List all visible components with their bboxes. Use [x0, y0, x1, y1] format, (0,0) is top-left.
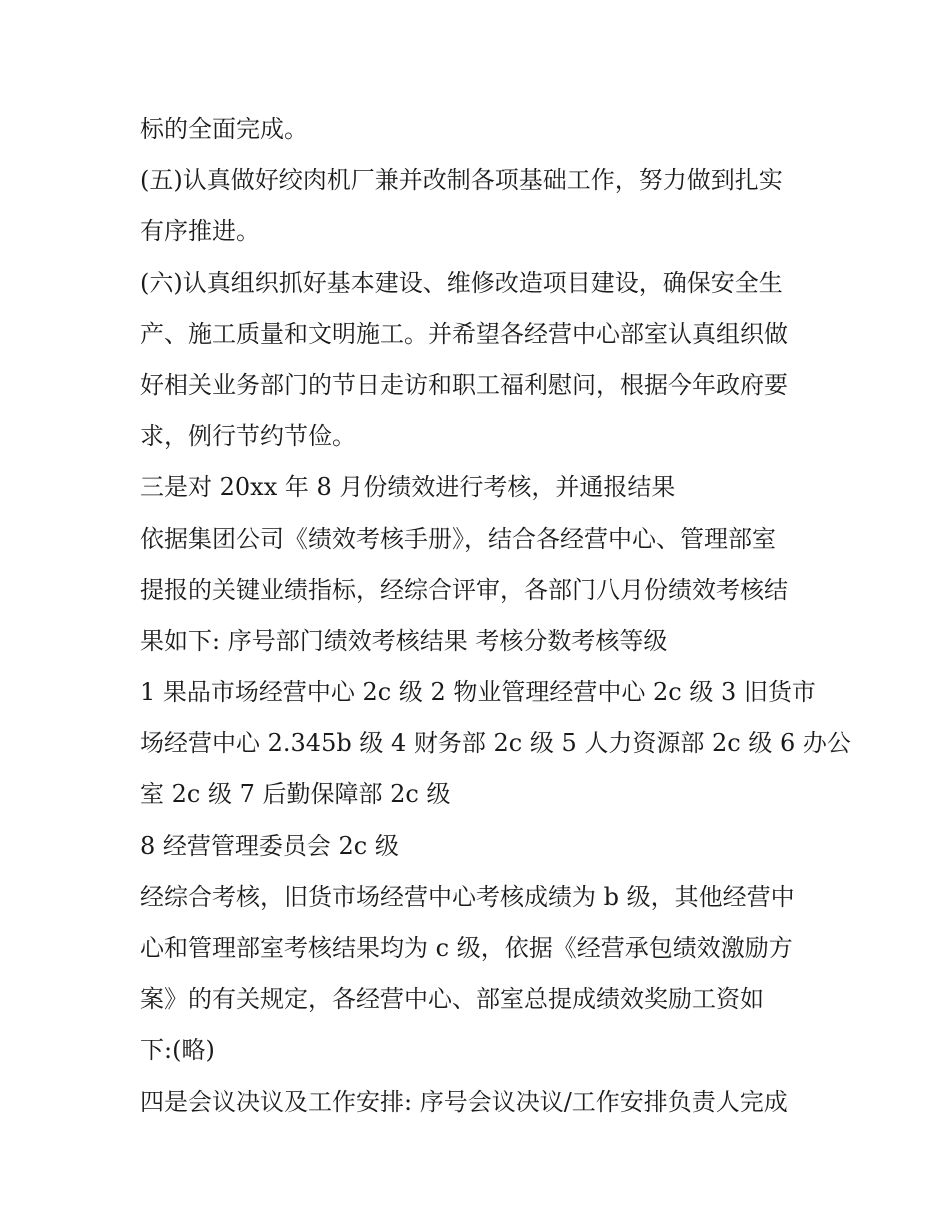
text-line: 室 2c 级 7 后勤保障部 2c 级 — [140, 780, 451, 809]
text-line: 案》的有关规定，各经营中心、部室总提成绩效奖励工资如 — [140, 985, 764, 1014]
text-line: 场经营中心 2.345b 级 4 财务部 2c 级 5 人力资源部 2c 级 6 办公 — [140, 729, 851, 758]
text-line: (五)认真做好绞肉机厂兼并改制各项基础工作，努力做到扎实 — [140, 166, 783, 195]
text-line: 求，例行节约节俭。 — [140, 422, 356, 451]
section-heading: 四是会议决议及工作安排: 序号会议决议/工作安排负责人完成 — [140, 1087, 788, 1116]
text-line: 果如下: 序号部门绩效考核结果 考核分数考核等级 — [140, 626, 668, 655]
section-heading: 三是对 20xx 年 8 月份绩效进行考核，并通报结果 — [140, 473, 676, 502]
text-line: 经综合考核，旧货市场经营中心考核成绩为 b 级，其他经营中 — [140, 882, 795, 911]
text-line: 8 经营管理委员会 2c 级 — [140, 831, 399, 860]
text-line: 提报的关键业绩指标，经综合评审，各部门八月份绩效考核结 — [140, 575, 788, 604]
text-line: 好相关业务部门的节日走访和职工福利慰问，根据今年政府要 — [140, 370, 788, 399]
text-line: 产、施工质量和文明施工。并希望各经营中心部室认真组织做 — [140, 319, 788, 348]
document-body — [140, 104, 851, 1128]
text-line: 心和管理部室考核结果均为 c 级，依据《经营承包绩效激励方 — [140, 934, 793, 962]
text-line: (六)认真组织抓好基本建设、维修改造项目建设，确保安全生 — [140, 268, 783, 297]
text-line: 标的全面完成。 — [140, 115, 308, 143]
text-line: 下:(略) — [140, 1036, 215, 1065]
text-line: 1 果品市场经营中心 2c 级 2 物业管理经营中心 2c 级 3 旧货市 — [140, 678, 816, 707]
text-line: 依据集团公司《绩效考核手册》，结合各经营中心、管理部室 — [140, 524, 776, 553]
text-line: 有序推进。 — [140, 217, 260, 246]
